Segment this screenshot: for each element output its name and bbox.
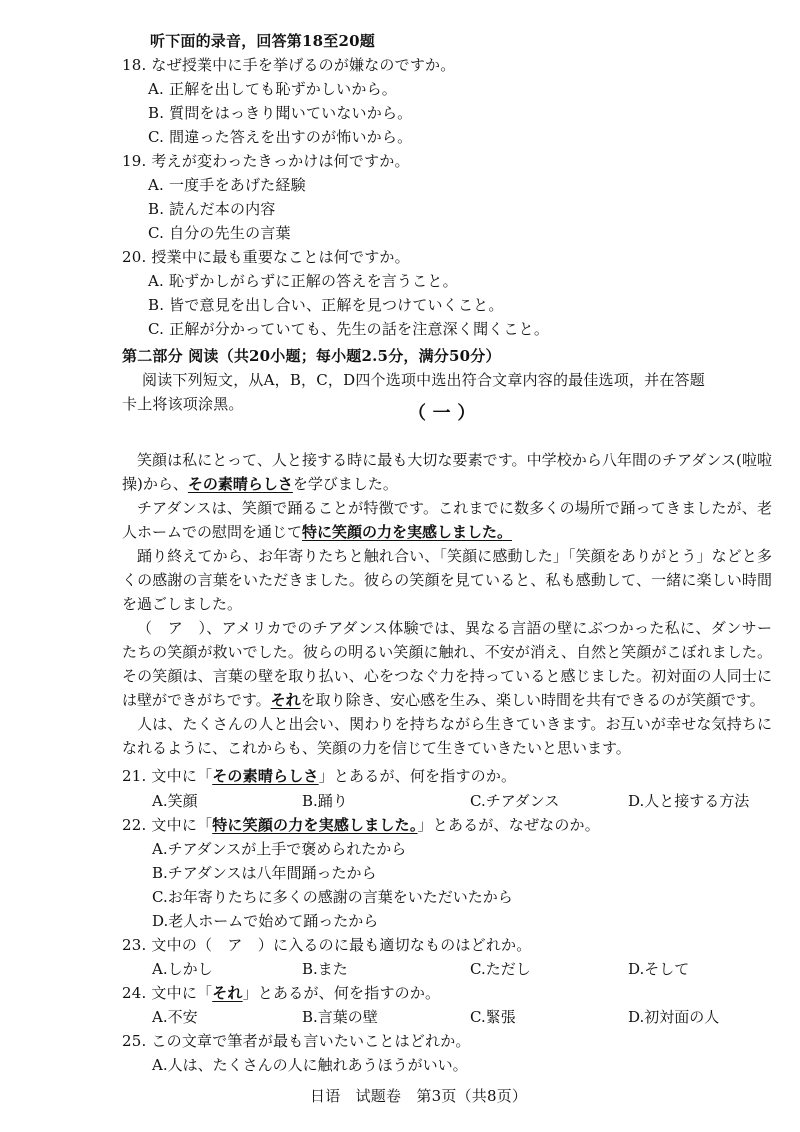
- passage-text: （ ア ）、アメリカでのチアダンス体験では、異なる言語の壁にぶつかった私に、ダンサーたちの笑顔が救いでした。彼らの明るい笑顔に触れ、不安が消え、自然と笑顔がこぼれました。その笑顔は、言葉の壁を取り払い、心をつなぐ力を持っていると感じました。初対面の人同士には壁ができがちです。: [122, 619, 772, 709]
- question-23-option-c: C.ただし: [470, 960, 531, 978]
- question-22-option-c: C.お年寄りたちに多くの感謝の言葉をいただいたから: [152, 888, 513, 906]
- passage-text: チアダンスは、笑顔で踊ることが特徴です。これまでに数多くの場所で踊ってきましたが、老人ホームでの慰問を通じて: [122, 499, 772, 541]
- question-24-option-b: B.言葉の壁: [302, 1008, 378, 1026]
- question-25-stem: 25. この文章で筆者が最も言いたいことはどれか。: [122, 1032, 471, 1050]
- passage-paragraph-3: 踊り終えてから、お年寄りたちと触れ合い、「笑顔に感動した」「笑顔をありがとう」などと多くの感謝の言葉をいただきました。彼らの笑顔を見ていると、私も感動して、一緒に楽しい時間を過ごしました。: [122, 547, 772, 613]
- question-19-option-c: C. 自分の先生の言葉: [148, 224, 291, 242]
- question-19-option-a: A. 一度手をあげた経験: [148, 176, 306, 194]
- question-22-option-d: D.老人ホームで始めて踊ったから: [152, 912, 379, 930]
- stem-text: 21. 文中に「: [122, 767, 213, 785]
- passage-paragraph-5: 人は、たくさんの人と出会い、関わりを持ちながら生きていきます。お互いが幸せな気持ちになれるように、これからも、笑顔の力を信じて生きていきたいと思います。: [122, 715, 772, 757]
- passage-text: を学びました。: [292, 475, 398, 493]
- question-24-option-a: A.不安: [152, 1008, 198, 1026]
- passage-paragraph-1: [122, 448, 772, 496]
- underlined-phrase: その素晴らしさ: [212, 767, 319, 785]
- question-23-option-d: D.そして: [628, 960, 690, 978]
- question-18-stem: 18. なぜ授業中に手を挙げるのが嫌なのですか。: [122, 56, 456, 74]
- question-23-stem: 23. 文中の（ ア ）に入るのに最も適切なものはどれか。: [122, 936, 532, 954]
- question-21-stem: [122, 766, 516, 786]
- question-20-option-c: C. 正解が分かっていても、先生の話を注意深く聞くこと。: [148, 320, 550, 338]
- question-21-option-b: B.踊り: [302, 792, 348, 810]
- question-21-option-d: D.人と接する方法: [628, 792, 750, 810]
- underlined-phrase: その素晴らしさ: [187, 475, 293, 493]
- question-18-option-c: C. 間違った答えを出すのが怖いから。: [148, 128, 413, 146]
- question-22-option-a: A.チアダンスが上手で褒められたから: [152, 840, 407, 858]
- reading-part-title: 第二部分 阅读（共20小题；每小题2.5分，满分50分）: [122, 347, 501, 365]
- stem-text: 24. 文中に「: [122, 984, 213, 1002]
- underlined-phrase: それ: [212, 984, 243, 1002]
- passage-text: 笑顔は私にとって、人と接する時に最も大切な要素です。中学校から八年間のチアダンス(啦啦操)から、: [122, 451, 772, 493]
- section-number: （ 一 ）: [408, 403, 476, 424]
- underlined-phrase: 特に笑顔の力を実感しました。: [212, 816, 418, 834]
- passage-text: を取り除き、安心感を生み、楽しい時間を共有できるのが笑顔です。: [300, 691, 765, 709]
- passage-paragraph-2: [122, 496, 772, 544]
- question-21-option-a: A.笑顔: [152, 792, 198, 810]
- question-21-option-c: C.チアダンス: [470, 792, 560, 810]
- passage-paragraph-4: [122, 616, 772, 712]
- underlined-phrase: 特に笑顔の力を実感しました。: [302, 523, 513, 541]
- question-23-option-a: A.しかし: [152, 960, 213, 978]
- question-25-option-a: A.人は、たくさんの人に触れあうほうがいい。: [152, 1056, 468, 1074]
- underlined-phrase: それ: [270, 691, 301, 709]
- question-24-option-d: D.初対面の人: [628, 1008, 720, 1026]
- stem-text: 22. 文中に「: [122, 816, 213, 834]
- question-22-stem: [122, 815, 600, 835]
- question-20-option-a: A. 恥ずかしがらずに正解の答えを言うこと。: [148, 272, 458, 290]
- stem-text: 」とあるが、何を指すのか。: [242, 984, 441, 1002]
- question-19-option-b: B. 読んだ本の内容: [148, 200, 276, 218]
- question-18-option-a: A. 正解を出しても恥ずかしいから。: [148, 80, 397, 98]
- reading-instruction-line-2: 卡上将该项涂黑。: [122, 395, 244, 413]
- question-23-option-b: B.また: [302, 960, 348, 978]
- question-18-option-b: B. 質問をはっきり聞いていないから。: [148, 104, 413, 122]
- question-22-option-b: B.チアダンスは八年間踊ったから: [152, 864, 377, 882]
- page-footer: 日语 试题卷 第3页（共8页）: [310, 1087, 528, 1105]
- reading-instruction-line-1: 阅读下列短文，从A，B，C，D四个选项中选出符合文章内容的最佳选项，并在答题: [142, 371, 705, 389]
- stem-text: 」とあるが、なぜなのか。: [417, 816, 600, 834]
- question-24-stem: [122, 983, 440, 1003]
- listening-heading: 听下面的录音，回答第18至20题: [150, 32, 375, 50]
- question-24-option-c: C.緊張: [470, 1008, 516, 1026]
- question-19-stem: 19. 考えが変わったきっかけは何ですか。: [122, 152, 410, 170]
- question-20-option-b: B. 皆で意見を出し合い、正解を見つけていくこと。: [148, 296, 504, 314]
- stem-text: 」とあるが、何を指すのか。: [318, 767, 517, 785]
- question-20-stem: 20. 授業中に最も重要なことは何ですか。: [122, 248, 410, 266]
